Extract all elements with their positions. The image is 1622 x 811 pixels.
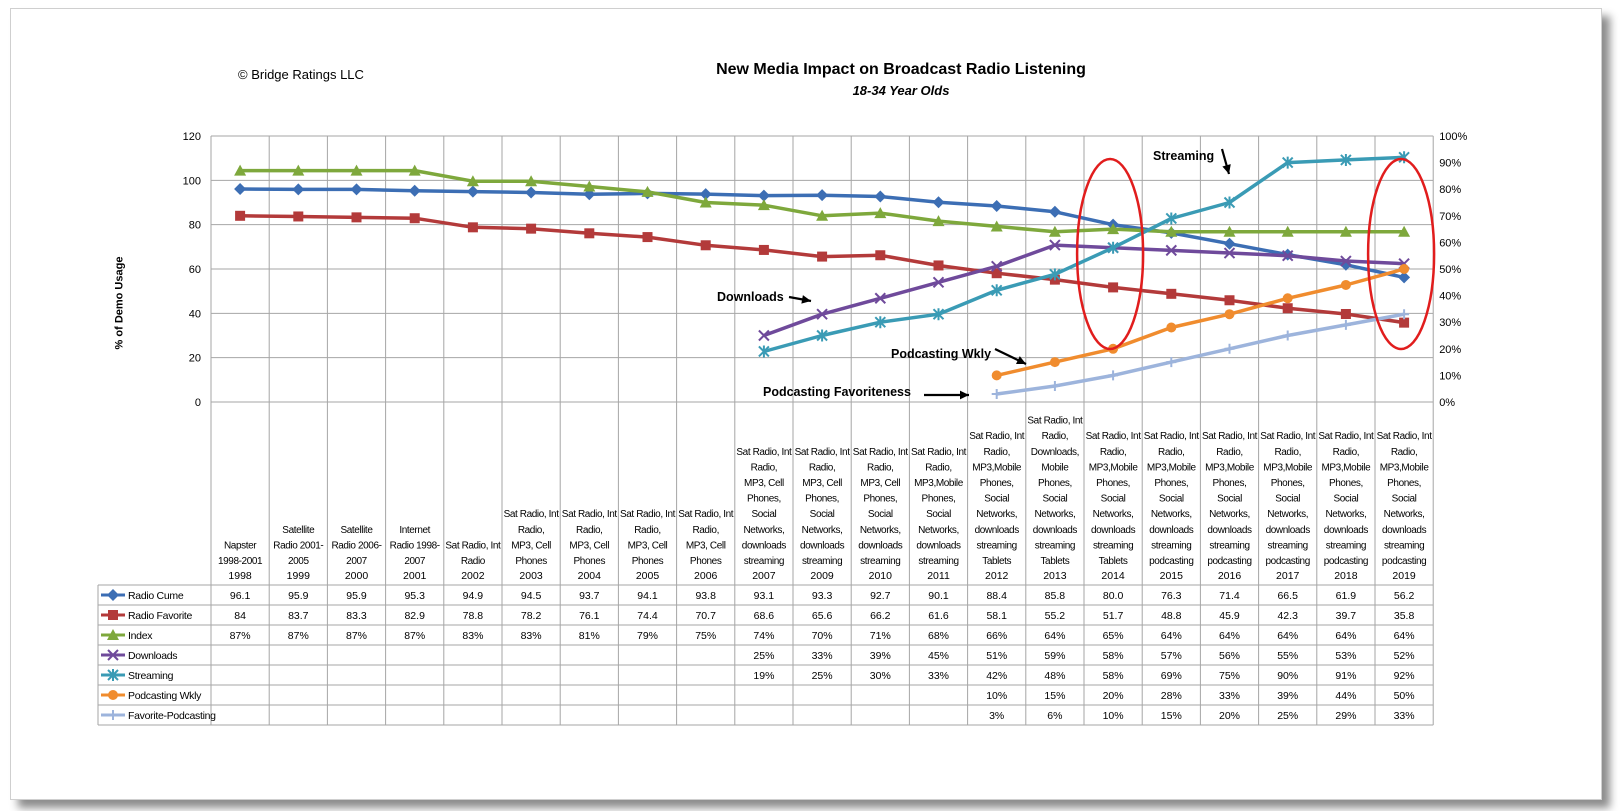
y2-tick-label: 40% — [1439, 290, 1462, 303]
data-label: 44% — [1335, 690, 1357, 702]
point-radio-favorite — [1166, 289, 1176, 299]
point-radio-favorite — [1283, 303, 1293, 313]
legend-entry: Radio Cume — [128, 590, 184, 602]
point-podcasting-wkly — [1225, 309, 1235, 319]
copyright-text: © Bridge Ratings LLC — [238, 67, 364, 82]
data-label: 20% — [1102, 690, 1124, 702]
data-label: 15% — [1160, 710, 1182, 722]
point-radio-favorite — [759, 245, 769, 255]
chart-page — [10, 8, 1602, 800]
data-label: 33% — [1393, 710, 1415, 722]
point-radio-favorite — [293, 211, 303, 221]
x-tick-label: 2003 — [519, 570, 543, 582]
point-favorite-podcasting — [1225, 344, 1235, 354]
data-label: 68% — [927, 630, 950, 642]
point-favorite-podcasting — [1166, 357, 1176, 367]
data-label: 28% — [1160, 690, 1182, 702]
data-label: 56% — [1218, 650, 1241, 662]
data-label: 85.8 — [1044, 590, 1066, 602]
data-label: 66.2 — [870, 610, 891, 622]
data-label: 15% — [1044, 690, 1066, 702]
y-tick-label: 0 — [194, 397, 201, 409]
data-label: 59% — [1044, 650, 1066, 662]
point-favorite-podcasting — [1341, 320, 1351, 330]
category-note: Sat Radio, Int Radio, MP3,Mobile Phones, Social Networks, downloads streaming podcasting — [1376, 431, 1432, 567]
point-radio-favorite — [934, 260, 944, 270]
data-label: 84 — [234, 610, 246, 622]
point-radio-favorite — [468, 222, 478, 232]
point-radio-favorite — [817, 252, 827, 262]
point-radio-cume — [991, 200, 1003, 212]
data-label: 74.4 — [637, 610, 658, 622]
y2-tick-label: 20% — [1439, 343, 1462, 356]
x-tick-label: 2017 — [1276, 570, 1300, 582]
data-label: 94.5 — [520, 590, 542, 602]
legend-entry: Downloads — [128, 650, 178, 662]
point-radio-cume — [816, 189, 828, 201]
point-radio-cume — [351, 183, 363, 195]
line-chart — [11, 9, 1601, 799]
data-label: 25% — [753, 650, 775, 662]
data-label: 48% — [1044, 670, 1066, 682]
data-label: 87% — [287, 630, 309, 642]
data-label: 39% — [869, 650, 891, 662]
category-note: Sat Radio, Int Radio, MP3,Mobile Phones, Social Networks, downloads streaming Tablets — [1085, 431, 1141, 567]
data-label: 33% — [811, 650, 833, 662]
point-radio-favorite — [1108, 282, 1118, 292]
chart-title: New Media Impact on Broadcast Radio Listening — [716, 61, 1086, 78]
data-label: 6% — [1047, 710, 1063, 722]
category-note: Sat Radio, Int Radio, MP3,Mobile Phones, Social Networks, downloads streaming podcasting — [1318, 431, 1374, 567]
point-radio-cume — [1049, 206, 1061, 218]
point-radio-cume — [525, 187, 537, 199]
chart-subtitle: 18-34 Year Olds — [852, 83, 950, 98]
data-label: 93.1 — [753, 590, 775, 602]
x-tick-label: 2002 — [461, 570, 485, 582]
category-note: Sat Radio, Int Radio, MP3,Mobile Phones, Social Networks, downloads streaming Tablets — [969, 431, 1025, 567]
data-label: 35.8 — [1393, 610, 1415, 622]
data-label: 83.7 — [288, 610, 309, 622]
x-tick-label: 1999 — [286, 570, 310, 582]
data-label: 83.3 — [346, 610, 367, 622]
data-label: 65.6 — [811, 610, 833, 622]
data-label: 52% — [1393, 650, 1415, 662]
data-label: 79% — [636, 630, 659, 642]
point-favorite-podcasting — [1050, 381, 1060, 391]
point-radio-cume — [234, 183, 246, 195]
point-favorite-podcasting — [1108, 370, 1118, 380]
category-note: Sat Radio, Int Radio, MP3,Mobile Phones, Social Networks, downloads streaming — [911, 446, 966, 567]
data-label: 95.9 — [288, 590, 309, 602]
data-label: 80.0 — [1102, 590, 1124, 602]
data-label: 51.7 — [1102, 610, 1124, 622]
data-label: 69% — [1160, 670, 1182, 682]
point-favorite-podcasting — [1283, 331, 1293, 341]
legend-entry: Streaming — [128, 670, 174, 682]
data-label: 95.9 — [346, 590, 367, 602]
data-label: 64% — [1218, 630, 1241, 642]
x-tick-label: 2019 — [1392, 570, 1416, 582]
point-radio-favorite — [1341, 309, 1351, 319]
category-note: Sat Radio, Int Radio, MP3, Cell Phones — [620, 509, 675, 567]
data-label: 61.9 — [1335, 590, 1357, 602]
data-label: 65% — [1102, 630, 1124, 642]
y-tick-label: 100 — [182, 175, 201, 188]
data-label: 68.6 — [753, 610, 775, 622]
x-tick-label: 2005 — [635, 570, 660, 582]
point-radio-favorite — [1225, 295, 1235, 305]
data-label: 90.1 — [928, 590, 949, 602]
data-label: 55% — [1277, 650, 1299, 662]
data-label: 3% — [989, 710, 1005, 722]
data-label: 76.3 — [1161, 590, 1182, 602]
x-tick-label: 2000 — [344, 570, 369, 582]
y-axis-label: % of Demo Usage — [113, 256, 126, 350]
y-tick-label: 20 — [188, 352, 201, 365]
data-label: 83% — [520, 630, 542, 642]
category-note: Sat Radio, Int Radio, MP3,Mobile Phones, Social Networks, downloads streaming podcasting — [1202, 431, 1257, 567]
data-label: 10% — [986, 690, 1008, 702]
legend-entry: Index — [128, 630, 153, 642]
x-tick-label: 2018 — [1334, 570, 1358, 582]
data-label: 48.8 — [1161, 610, 1182, 622]
data-label: 25% — [1277, 710, 1299, 722]
x-tick-label: 2006 — [694, 570, 718, 582]
point-podcasting-wkly — [1050, 357, 1060, 367]
category-note: Sat Radio, Int Radio, MP3,Mobile Phones, Social Networks, downloads streaming podcasting — [1143, 431, 1199, 567]
data-label: 51% — [986, 650, 1008, 662]
data-label: 87% — [345, 630, 368, 642]
data-label: 64% — [1335, 630, 1357, 642]
point-radio-cume — [467, 186, 479, 198]
data-label: 39.7 — [1335, 610, 1357, 622]
point-radio-favorite — [235, 211, 245, 221]
x-tick-label: 2007 — [752, 570, 776, 582]
y2-tick-label: 100% — [1439, 131, 1468, 143]
data-label: 93.7 — [579, 590, 600, 602]
data-label: 66.5 — [1277, 590, 1298, 602]
data-label: 61.6 — [928, 610, 949, 622]
y-tick-label: 80 — [188, 219, 201, 232]
data-label: 58.1 — [986, 610, 1007, 622]
y2-tick-label: 80% — [1439, 184, 1462, 197]
x-tick-label: 2010 — [868, 570, 892, 582]
annotation-downloads: Downloads — [717, 290, 784, 304]
point-podcasting-wkly — [1399, 264, 1409, 274]
data-label: 50% — [1393, 690, 1415, 702]
y2-tick-label: 50% — [1439, 264, 1462, 276]
data-label: 66% — [986, 630, 1008, 642]
legend-entry: Podcasting Wkly — [128, 690, 202, 702]
data-label: 76.1 — [579, 610, 600, 622]
arrow-downloads-head — [801, 295, 811, 304]
data-label: 33% — [927, 670, 950, 682]
point-podcasting-wkly — [1341, 280, 1351, 290]
data-label: 53% — [1335, 650, 1357, 662]
data-label: 30% — [869, 670, 891, 682]
data-label: 81% — [578, 630, 600, 642]
data-label: 93.8 — [695, 590, 716, 602]
data-label: 87% — [404, 630, 426, 642]
y-tick-label: 60 — [188, 264, 201, 276]
annotation-podcasting-favoriteness: Podcasting Favoriteness — [763, 385, 911, 399]
point-radio-favorite — [584, 228, 594, 238]
category-note: Sat Radio, Int Radio, MP3, Cell Phones, Social Networks, downloads streaming — [794, 446, 850, 567]
x-tick-label: 2013 — [1043, 570, 1067, 582]
data-label: 19% — [753, 670, 775, 682]
data-label: 71% — [869, 630, 891, 642]
category-note: Sat Radio, Int Radio, MP3, Cell Phones, Social Networks, downloads streaming — [852, 446, 908, 567]
data-label: 78.2 — [520, 610, 542, 622]
data-label: 71.4 — [1219, 590, 1240, 602]
x-tick-label: 1998 — [228, 570, 252, 582]
category-note: Sat Radio, Int Radio — [445, 540, 501, 567]
y2-tick-label: 70% — [1439, 210, 1462, 223]
point-radio-favorite — [643, 232, 653, 242]
category-note: Sat Radio, Int Radio, MP3, Cell Phones — [503, 509, 559, 567]
y2-tick-label: 60% — [1439, 237, 1462, 250]
data-label: 45.9 — [1219, 610, 1240, 622]
data-label: 42% — [986, 670, 1008, 682]
y2-tick-label: 10% — [1439, 370, 1462, 383]
data-label: 96.1 — [229, 590, 251, 602]
data-label: 25% — [811, 670, 833, 682]
data-label: 64% — [1393, 630, 1415, 642]
data-label: 33% — [1218, 690, 1241, 702]
data-label: 82.9 — [404, 610, 425, 622]
data-label: 64% — [1160, 630, 1182, 642]
x-tick-label: 2012 — [985, 570, 1009, 582]
legend-marker-radio-favorite — [108, 610, 118, 620]
data-label: 83% — [462, 630, 484, 642]
data-label: 64% — [1044, 630, 1066, 642]
x-tick-label: 2009 — [810, 570, 834, 582]
y2-tick-label: 0% — [1439, 397, 1456, 409]
annotation-streaming: Streaming — [1153, 149, 1215, 163]
data-label: 29% — [1335, 710, 1357, 722]
data-label: 93.3 — [811, 590, 833, 602]
category-note: Satellite Radio 2001-2005 — [273, 524, 324, 567]
y-tick-label: 40 — [188, 308, 201, 321]
data-label: 42.3 — [1277, 610, 1298, 622]
data-label: 10% — [1102, 710, 1124, 722]
data-label: 94.9 — [462, 590, 484, 602]
x-tick-label: 2016 — [1217, 570, 1242, 582]
point-radio-cume — [874, 191, 886, 203]
data-label: 95.3 — [404, 590, 425, 602]
data-label: 92% — [1393, 670, 1415, 682]
data-label: 74% — [753, 630, 775, 642]
category-note: Internet Radio 1998-2007 — [389, 524, 440, 567]
point-radio-favorite — [701, 240, 711, 250]
data-label: 64% — [1277, 630, 1299, 642]
data-label: 58% — [1102, 670, 1124, 682]
data-label: 70.7 — [695, 610, 716, 622]
x-tick-label: 2004 — [577, 570, 601, 582]
category-note: Sat Radio, Int Radio, Downloads, Mobile Phones, Social Networks, downloads streaming Tablets — [1027, 415, 1083, 567]
point-radio-cume — [933, 196, 945, 208]
category-note: Sat Radio, Int Radio, MP3, Cell Phones, Social Networks, downloads streaming — [736, 446, 792, 567]
category-note: Sat Radio, Int Radio, MP3, Cell Phones — [678, 509, 734, 567]
category-note: Sat Radio, Int Radio, MP3,Mobile Phones, Social Networks, downloads streaming podcasting — [1260, 431, 1316, 567]
category-note: Napster 1998-2001 — [217, 540, 263, 567]
data-label: 45% — [927, 650, 950, 662]
data-label: 70% — [811, 630, 833, 642]
point-podcasting-wkly — [1283, 293, 1293, 303]
point-radio-favorite — [526, 224, 536, 234]
data-label: 57% — [1160, 650, 1182, 662]
data-label: 75% — [695, 630, 717, 642]
data-label: 88.4 — [986, 590, 1007, 602]
legend-marker-favorite-podcasting — [108, 710, 118, 720]
highlight-ellipse-2014 — [1077, 159, 1143, 349]
point-radio-cume — [292, 183, 304, 195]
point-radio-favorite — [352, 212, 362, 222]
point-podcasting-wkly — [992, 370, 1002, 380]
legend-marker-podcasting-wkly — [108, 690, 118, 700]
data-label: 87% — [229, 630, 251, 642]
point-radio-cume — [409, 185, 421, 197]
point-podcasting-wkly — [1166, 323, 1176, 333]
y2-tick-label: 30% — [1439, 317, 1462, 330]
legend-entry: Radio Favorite — [128, 610, 193, 622]
data-label: 90% — [1277, 670, 1299, 682]
data-label: 39% — [1277, 690, 1299, 702]
y2-tick-label: 90% — [1439, 157, 1462, 170]
data-label: 55.2 — [1044, 610, 1066, 622]
data-label: 56.2 — [1393, 590, 1415, 602]
category-note: Sat Radio, Int Radio, MP3, Cell Phones — [561, 509, 617, 567]
x-tick-label: 2015 — [1159, 570, 1183, 582]
point-radio-favorite — [875, 250, 885, 260]
data-label: 78.8 — [462, 610, 484, 622]
legend-entry: Favorite-Podcasting — [128, 710, 216, 722]
x-tick-label: 2001 — [403, 570, 427, 582]
point-radio-favorite — [410, 213, 420, 223]
x-tick-label: 2011 — [927, 570, 950, 582]
data-label: 91% — [1335, 670, 1357, 682]
data-label: 92.7 — [870, 590, 891, 602]
x-tick-label: 2014 — [1101, 570, 1125, 582]
data-label: 94.1 — [637, 590, 658, 602]
point-favorite-podcasting — [992, 389, 1002, 399]
annotation-podcasting-wkly: Podcasting Wkly — [891, 347, 992, 361]
category-note: Satellite Radio 2006-2007 — [331, 524, 382, 567]
data-label: 20% — [1218, 710, 1241, 722]
data-label: 58% — [1102, 650, 1124, 662]
data-label: 75% — [1218, 670, 1241, 682]
legend-marker-radio-cume — [107, 589, 119, 601]
y-tick-label: 120 — [182, 131, 201, 143]
